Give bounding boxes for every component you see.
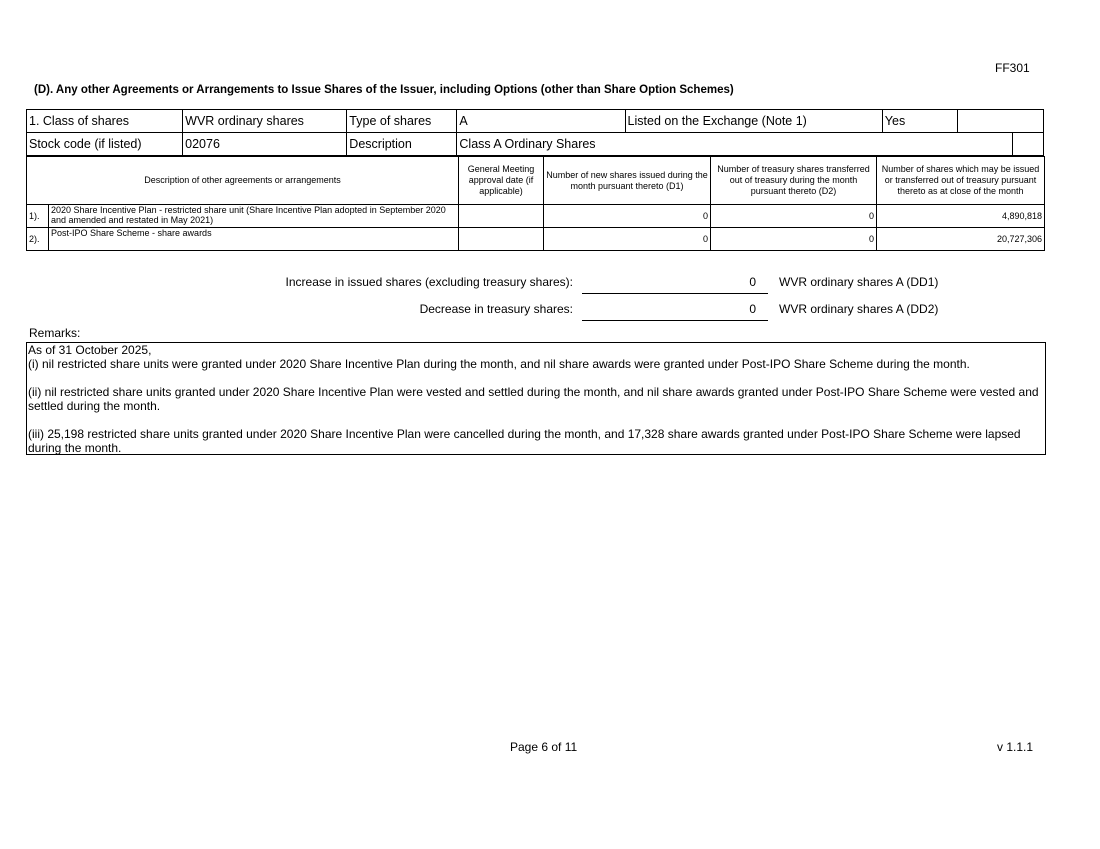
remarks-label: Remarks: — [29, 326, 81, 340]
share-info-table — [26, 109, 1044, 156]
row-description: Post-IPO Share Scheme - share awards — [49, 228, 459, 251]
header-description: Description of other agreements or arrangements — [27, 157, 459, 205]
remarks-item-3: (iii) 25,198 restricted share units granted under 2020 Share Incentive Plan were cancelled during the month, and 17,328 share awards granted under Post-IPO Share Scheme were lapsed during the month. — [28, 427, 1021, 455]
version-label: v 1.1.1 — [997, 740, 1034, 754]
decrease-unit: WVR ordinary shares A (DD2) — [779, 302, 939, 316]
row-description: 2020 Share Incentive Plan - restricted share unit (Share Incentive Plan adopted in September 2020 and amended and restated in May 2021) — [49, 205, 459, 228]
row-d2: 0 — [711, 205, 877, 228]
listed-value: Yes — [882, 110, 957, 133]
row-d2: 0 — [711, 228, 877, 251]
stock-code-row — [27, 133, 1044, 156]
form-code: FF301 — [995, 61, 1030, 75]
listed-label: Listed on the Exchange (Note 1) — [625, 110, 882, 133]
decrease-label: Decrease in treasury shares: — [419, 302, 573, 316]
class-row — [27, 110, 1044, 133]
table-row — [27, 228, 1045, 251]
stock-code-value: 02076 — [183, 133, 347, 156]
table-header-row — [27, 157, 1045, 205]
header-close-of-month: Number of shares which may be issued or transferred out of treasury pursuant thereto as at close of the month — [877, 157, 1045, 205]
description-value: Class A Ordinary Shares — [457, 133, 1013, 156]
header-gm-approval-date: General Meeting approval date (if applicable) — [459, 157, 544, 205]
page-number: Page 6 of 11 — [510, 740, 578, 754]
row-gm-date — [459, 205, 544, 228]
remarks-item-1: (i) nil restricted share units were granted under 2020 Share Incentive Plan during the month, and nil share awards were granted under Post-IPO Share Scheme during the month. — [28, 357, 970, 371]
section-title: (D). Any other Agreements or Arrangements to Issue Shares of the Issuer, including Options (other than Share Option Schemes) — [34, 84, 734, 96]
type-of-shares-value: A — [457, 110, 625, 133]
remarks-item-2: (ii) nil restricted share units granted under 2020 Share Incentive Plan were vested and settled during the month, and nil share awards granted under Post-IPO Share Scheme were vested and settled during the month. — [28, 385, 1039, 413]
stock-code-label: Stock code (if listed) — [27, 133, 183, 156]
decrease-value: 0 — [749, 302, 756, 316]
row-index: 2). — [27, 228, 49, 251]
increase-unit: WVR ordinary shares A (DD1) — [779, 275, 939, 289]
header-d2: Number of treasury shares transferred out of treasury during the month pursuant thereto (D2) — [711, 157, 877, 205]
row-close: 4,890,818 — [877, 205, 1045, 228]
remarks-date-line: As of 31 October 2025, — [28, 343, 152, 357]
header-d1: Number of new shares issued during the month pursuant thereto (D1) — [544, 157, 711, 205]
empty-cell — [1012, 133, 1043, 156]
table-row — [27, 205, 1045, 228]
increase-underline — [582, 293, 768, 294]
row-index: 1). — [27, 205, 49, 228]
decrease-underline — [582, 320, 768, 321]
class-of-shares-label: 1. Class of shares — [27, 110, 183, 133]
remarks-box — [26, 342, 1046, 455]
empty-cell — [957, 110, 1043, 133]
class-of-shares-value: WVR ordinary shares — [183, 110, 347, 133]
row-close: 20,727,306 — [877, 228, 1045, 251]
arrangements-table — [26, 156, 1045, 251]
increase-value: 0 — [749, 275, 756, 289]
description-label: Description — [347, 133, 457, 156]
row-d1: 0 — [544, 205, 711, 228]
increase-label: Increase in issued shares (excluding treasury shares): — [285, 275, 573, 289]
type-of-shares-label: Type of shares — [347, 110, 457, 133]
row-d1: 0 — [544, 228, 711, 251]
row-gm-date — [459, 228, 544, 251]
